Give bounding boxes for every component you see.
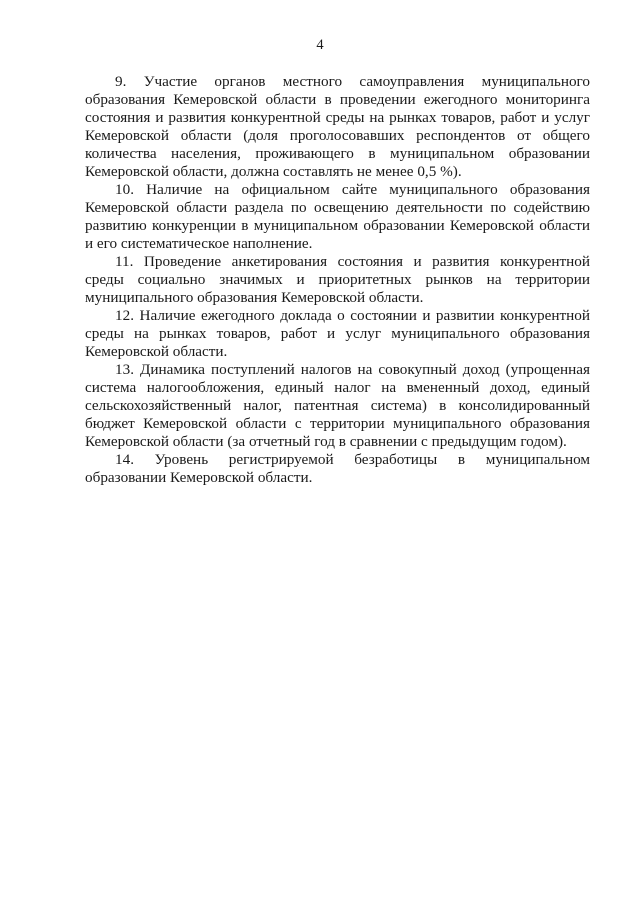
document-body (85, 73, 590, 487)
paragraph-item-11: 11. Проведение анкетирования состояния и развития конкурентной среды социально значимых и приоритетных рынков на территории муниципального образования Кемеровской области. (85, 252, 590, 306)
page-number: 4 (316, 37, 324, 53)
paragraph-item-13: 13. Динамика поступлений налогов на совокупный доход (упрощенная система налогообложения, единый налог на вмененный доход, единый сельскохозяйственный налог, патентная система) в консолидированный бюджет Кемеровской области с территории муниципального образования Кемеровской области (за отчетный год в сравнении с предыдущим годом). (85, 360, 590, 450)
paragraph-item-14: 14. Уровень регистрируемой безработицы в муниципальном образовании Кемеровской области. (85, 450, 590, 486)
paragraph-item-9: 9. Участие органов местного самоуправления муниципального образования Кемеровской области в проведении ежегодного мониторинга состояния и развития конкурентной среды на рынках товаров, работ и услуг Кемеровской области (доля проголосовавших респондентов от общего количества населения, проживающего в муниципальном образовании Кемеровской области, должна составлять не менее 0,5 %). (85, 72, 590, 180)
paragraph-item-10: 10. Наличие на официальном сайте муниципального образования Кемеровской области раздела по освещению деятельности по содействию развитию конкуренции в муниципальном образовании Кемеровской области и его систематическое наполнение. (85, 180, 590, 252)
paragraph-item-12: 12. Наличие ежегодного доклада о состоянии и развитии конкурентной среды на рынках товаров, работ и услуг муниципального образования Кемеровской области. (85, 306, 590, 360)
